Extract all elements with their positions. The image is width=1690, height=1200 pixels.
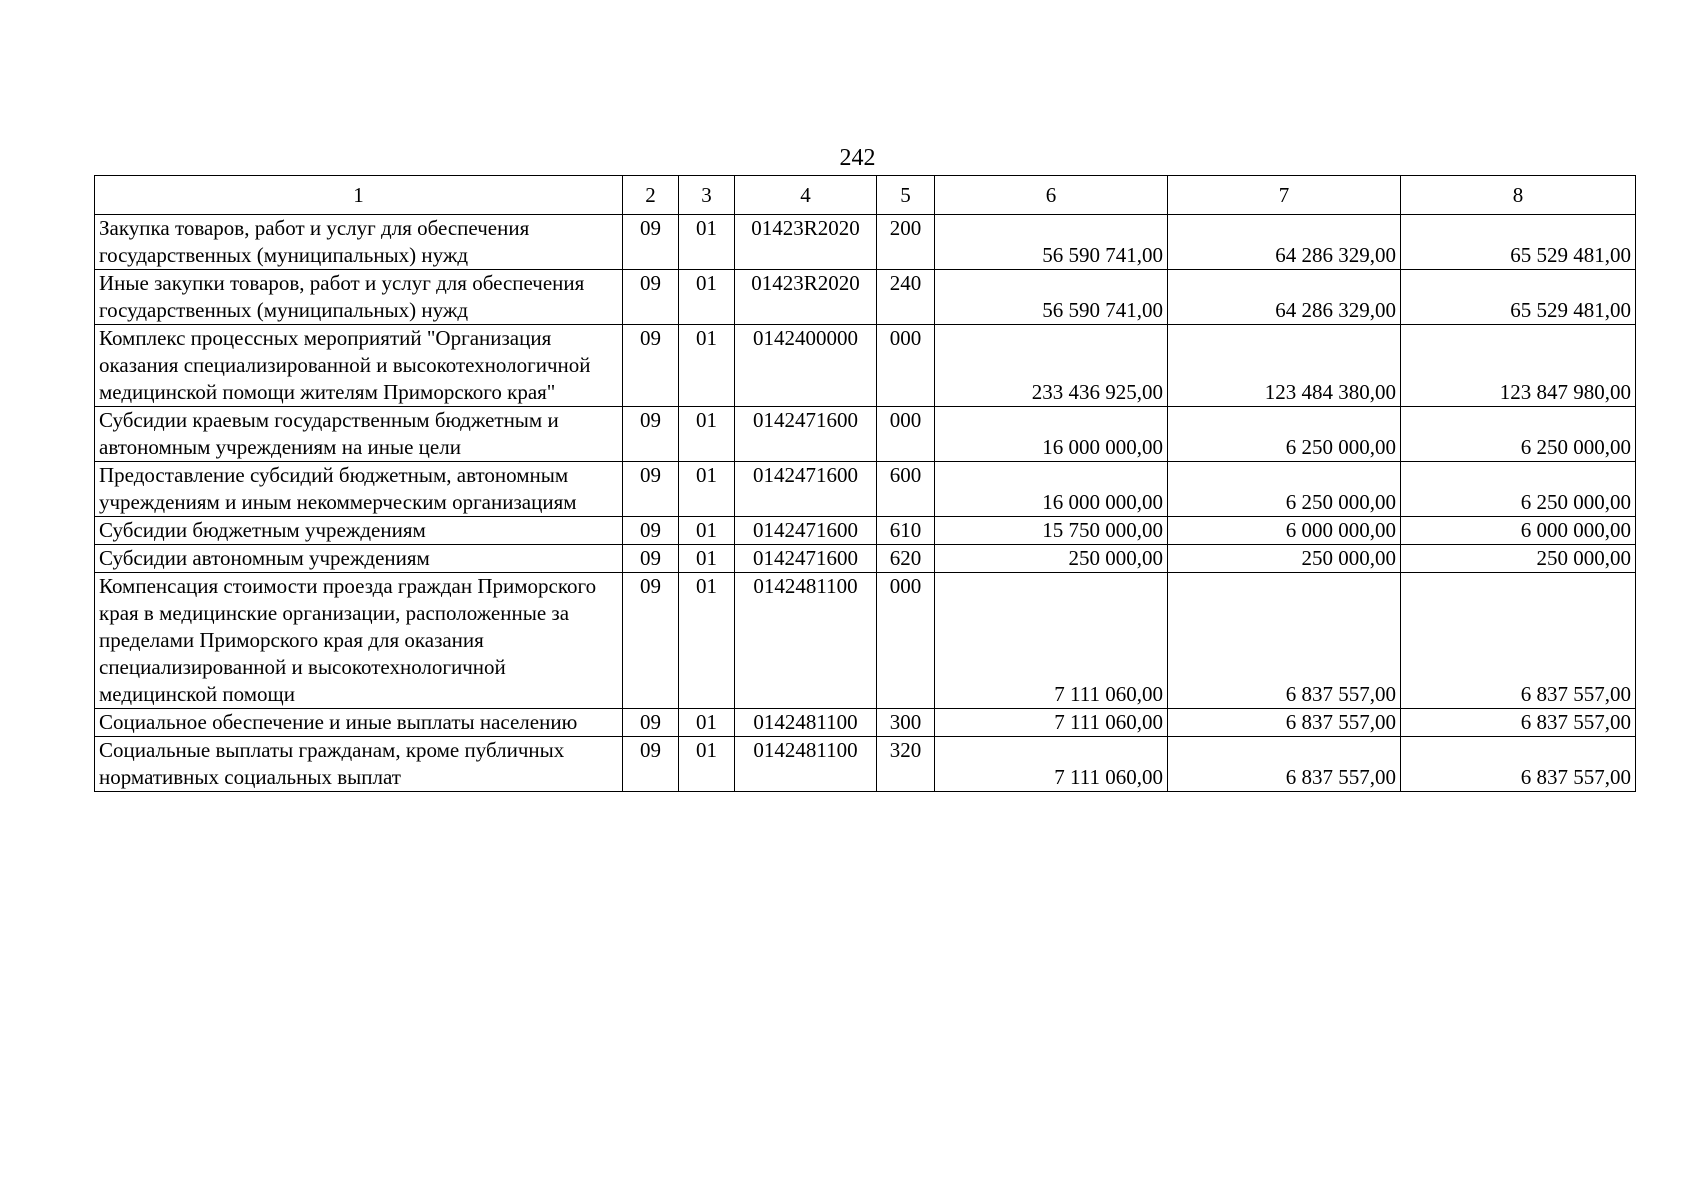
table-row [95, 517, 1636, 545]
table-row [95, 462, 1636, 517]
expense-type-code: 000 [877, 573, 935, 709]
subsection-code: 01 [679, 709, 735, 737]
section-code: 09 [623, 325, 679, 407]
expense-name: Субсидии краевым государственным бюджетным и автономным учреждениям на иные цели [95, 407, 623, 462]
table-row [95, 545, 1636, 573]
section-code: 09 [623, 270, 679, 325]
target-article-code: 0142400000 [735, 325, 877, 407]
amount-col7: 64 286 329,00 [1168, 215, 1401, 270]
target-article-code: 0142481100 [735, 709, 877, 737]
section-code: 09 [623, 573, 679, 709]
target-article-code: 01423R2020 [735, 270, 877, 325]
amount-col8: 123 847 980,00 [1401, 325, 1636, 407]
expense-type-code: 000 [877, 325, 935, 407]
expense-type-code: 600 [877, 462, 935, 517]
subsection-code: 01 [679, 517, 735, 545]
table-row [95, 325, 1636, 407]
expense-name: Социальное обеспечение и иные выплаты населению [95, 709, 623, 737]
column-header: 2 [623, 176, 679, 215]
subsection-code: 01 [679, 407, 735, 462]
expense-name: Субсидии автономным учреждениям [95, 545, 623, 573]
expense-name: Комплекс процессных мероприятий "Организация оказания специализированной и высокотехнологичной медицинской помощи жителям Приморского края" [95, 325, 623, 407]
amount-col7: 6 250 000,00 [1168, 462, 1401, 517]
target-article-code: 0142471600 [735, 517, 877, 545]
table-body [95, 215, 1636, 792]
subsection-code: 01 [679, 462, 735, 517]
amount-col6: 7 111 060,00 [935, 573, 1168, 709]
amount-col8: 6 837 557,00 [1401, 709, 1636, 737]
expense-name: Социальные выплаты гражданам, кроме публичных нормативных социальных выплат [95, 737, 623, 792]
section-code: 09 [623, 545, 679, 573]
amount-col7: 250 000,00 [1168, 545, 1401, 573]
expense-name: Предоставление субсидий бюджетным, автономным учреждениям и иным некоммерческим организациям [95, 462, 623, 517]
subsection-code: 01 [679, 545, 735, 573]
table-row [95, 709, 1636, 737]
amount-col7: 6 837 557,00 [1168, 573, 1401, 709]
column-header: 5 [877, 176, 935, 215]
page-number: 242 [839, 145, 876, 171]
target-article-code: 0142481100 [735, 737, 877, 792]
amount-col6: 56 590 741,00 [935, 270, 1168, 325]
target-article-code: 0142471600 [735, 462, 877, 517]
expense-type-code: 620 [877, 545, 935, 573]
amount-col6: 56 590 741,00 [935, 215, 1168, 270]
amount-col6: 7 111 060,00 [935, 737, 1168, 792]
expense-name: Компенсация стоимости проезда граждан Приморского края в медицинские организации, расположенные за пределами Приморского края для оказания специализированной и высокотехнологичной медицинской помощи [95, 573, 623, 709]
expense-type-code: 300 [877, 709, 935, 737]
budget-table [94, 175, 1636, 792]
section-code: 09 [623, 517, 679, 545]
amount-col7: 6 000 000,00 [1168, 517, 1401, 545]
table-row [95, 407, 1636, 462]
target-article-code: 0142471600 [735, 407, 877, 462]
amount-col7: 64 286 329,00 [1168, 270, 1401, 325]
amount-col6: 7 111 060,00 [935, 709, 1168, 737]
section-code: 09 [623, 407, 679, 462]
expense-type-code: 200 [877, 215, 935, 270]
section-code: 09 [623, 462, 679, 517]
amount-col7: 123 484 380,00 [1168, 325, 1401, 407]
table-header [95, 176, 1636, 215]
amount-col8: 6 250 000,00 [1401, 407, 1636, 462]
table-row [95, 573, 1636, 709]
amount-col7: 6 837 557,00 [1168, 709, 1401, 737]
amount-col8: 6 837 557,00 [1401, 737, 1636, 792]
subsection-code: 01 [679, 325, 735, 407]
expense-type-code: 610 [877, 517, 935, 545]
amount-col6: 16 000 000,00 [935, 407, 1168, 462]
section-code: 09 [623, 709, 679, 737]
amount-col6: 250 000,00 [935, 545, 1168, 573]
column-header: 8 [1401, 176, 1636, 215]
amount-col7: 6 250 000,00 [1168, 407, 1401, 462]
amount-col8: 6 000 000,00 [1401, 517, 1636, 545]
table-row [95, 737, 1636, 792]
amount-col8: 65 529 481,00 [1401, 270, 1636, 325]
amount-col6: 233 436 925,00 [935, 325, 1168, 407]
target-article-code: 0142481100 [735, 573, 877, 709]
target-article-code: 0142471600 [735, 545, 877, 573]
amount-col6: 15 750 000,00 [935, 517, 1168, 545]
amount-col8: 6 250 000,00 [1401, 462, 1636, 517]
column-header: 7 [1168, 176, 1401, 215]
amount-col8: 65 529 481,00 [1401, 215, 1636, 270]
section-code: 09 [623, 215, 679, 270]
expense-name: Закупка товаров, работ и услуг для обеспечения государственных (муниципальных) нужд [95, 215, 623, 270]
amount-col8: 6 837 557,00 [1401, 573, 1636, 709]
table-row [95, 270, 1636, 325]
subsection-code: 01 [679, 573, 735, 709]
column-header: 6 [935, 176, 1168, 215]
subsection-code: 01 [679, 270, 735, 325]
amount-col7: 6 837 557,00 [1168, 737, 1401, 792]
header-row [95, 176, 1636, 215]
amount-col8: 250 000,00 [1401, 545, 1636, 573]
subsection-code: 01 [679, 215, 735, 270]
section-code: 09 [623, 737, 679, 792]
expense-name: Субсидии бюджетным учреждениям [95, 517, 623, 545]
column-header: 4 [735, 176, 877, 215]
amount-col6: 16 000 000,00 [935, 462, 1168, 517]
column-header: 3 [679, 176, 735, 215]
expense-type-code: 240 [877, 270, 935, 325]
expense-name: Иные закупки товаров, работ и услуг для обеспечения государственных (муниципальных) нужд [95, 270, 623, 325]
column-header: 1 [95, 176, 623, 215]
expense-type-code: 000 [877, 407, 935, 462]
target-article-code: 01423R2020 [735, 215, 877, 270]
table-row [95, 215, 1636, 270]
expense-type-code: 320 [877, 737, 935, 792]
subsection-code: 01 [679, 737, 735, 792]
